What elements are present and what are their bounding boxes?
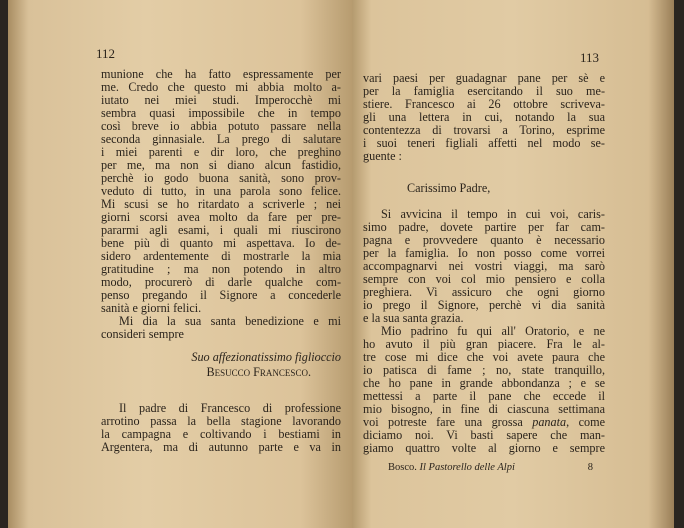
text-line: accompagnarvi nei vostri viaggi, ma sarò: [363, 259, 605, 273]
text-line: Il padre di Francesco di professione: [119, 401, 341, 415]
text-line: mio bisogno, in fine di ciascuna settimana: [363, 402, 605, 416]
text-line: modo, procurerò di darle qualche com-: [101, 275, 341, 289]
text-line: per la famiglia esercitando il suo me-: [363, 84, 605, 98]
text-line: gli una lettera in cui, notando la sua: [363, 110, 605, 124]
text-line: contentezza di trovarsi a Torino, esprime: [363, 123, 605, 137]
text-line: per la famiglia. Io non posso come vorrei: [363, 246, 605, 260]
footer-author: Bosco.: [388, 462, 417, 473]
text-line: gratitudine ; ma non potendo in altro: [101, 262, 341, 276]
text-line: me. Credo che questo mi abbia molto a-: [101, 80, 341, 94]
text-line: pagna e provvedere quanto è necessario: [363, 233, 605, 247]
text-line: io patisca di fame ; no, state tranquillo,: [363, 363, 605, 377]
text-line: arrotino passa la bella stagione lavorando: [101, 414, 341, 428]
text-line: seconda ginnasiale. La prego di salutare: [101, 132, 341, 146]
text-line: che ho pane in grande abbondanza ; e se: [363, 376, 605, 390]
page-number: 112: [96, 46, 116, 61]
text-line: guente :: [363, 149, 402, 163]
text-line: diciamo noi. Vi basti sapere che man-: [363, 428, 605, 442]
text-line: Mi dia la sua santa benedizione e mi: [119, 314, 341, 328]
paragraph-3: [363, 325, 605, 455]
salutation: Carissimo Padre,: [407, 181, 491, 195]
footer-book-title: Il Pastorello delle Alpi: [419, 462, 515, 473]
signature: Besucco Francesco.: [206, 365, 311, 379]
left-page: [8, 0, 352, 528]
paragraph-1: [101, 68, 341, 315]
text-line: e la sua santa grazia.: [363, 311, 464, 325]
text-line: per me, ma non si diano alcun fastidio,: [101, 158, 341, 172]
text-line: veduto di tutto, in una parola sono felice.: [101, 184, 341, 198]
paragraph-2: [101, 315, 341, 341]
text-line: Mi scusi se ho ritardato a scriverle ; nei: [101, 197, 341, 211]
footer: [363, 461, 605, 474]
closing: Suo affezionatissimo figlioccio: [191, 350, 341, 364]
text-line: mettessi a parte il pane che eccede il: [363, 389, 605, 403]
text-line: consideri sempre: [101, 327, 184, 341]
text-line: i miei parenti e dir loro, che preghino: [101, 145, 341, 159]
right-text-column: [363, 72, 605, 474]
text-line: Argentera, ma di autunno parte e va in: [101, 440, 341, 454]
text-line: vari paesi per guadagnar pane per sè e: [363, 71, 605, 85]
text-line: ho avuto il più gran piacere. Fra le al-: [363, 337, 605, 351]
text-line: Si avvicina il tempo in cui voi, caris-: [381, 207, 605, 221]
text-line: sanità e giorni felici.: [101, 301, 202, 315]
text-line: preghiera. Vi assicuro che ogni giorno: [363, 285, 605, 299]
page-number: 113: [580, 50, 600, 65]
text-line: Mio padrino fu qui all' Oratorio, e ne: [381, 324, 605, 338]
text-line: i suoi teneri figliali affetti nel modo se-: [363, 136, 605, 150]
text-line: la campagna e coltivando i bestiami in: [101, 427, 341, 441]
text-line: sidero ardentemente di mostrarle la mia: [101, 249, 341, 263]
paragraph-2: [363, 208, 605, 325]
text-line: munione che ha fatto espressamente per: [101, 67, 341, 81]
text-line: così breve io abbia potuto passare nella: [101, 119, 341, 133]
text-line: perchè io godo buona sanità, sono prov-: [101, 171, 341, 185]
left-text-column: [101, 68, 341, 454]
text-line: penso pregando il Signore a concederle: [101, 288, 341, 302]
text-line: giorni scorsi avea molto da fare per pre-: [101, 210, 341, 224]
text-line: sempre con voi col mio pensiero e colla: [363, 272, 605, 286]
text-line: pararmi agli esami, i quali mi riuscirono: [101, 223, 341, 237]
paragraph-3: [101, 402, 341, 454]
text-line: stiere. Francesco ai 26 ottobre scriveva-: [363, 97, 605, 111]
text-line: tre cose mi dice che voi avete paura che: [363, 350, 605, 364]
text-line: voi potreste fare una grossa panata, come: [363, 415, 605, 429]
italic-word: panata: [532, 415, 567, 429]
text-line: bene più di quanto mi aspettava. Io de-: [101, 236, 341, 250]
text-line: giamo quattro volte al giorno e sempre: [363, 441, 605, 455]
footer-title: [388, 461, 515, 474]
signature-mark: 8: [587, 462, 593, 473]
paragraph-1: [363, 72, 605, 163]
text-line: simo padre, dovete partire per far cam-: [363, 220, 605, 234]
text-line: io prego il Signore, perchè vi dia sanità: [363, 298, 605, 312]
text-line: iutato nei miei studi. Imperocchè mi: [101, 93, 341, 107]
text-line: sembra quasi impossibile che in tempo: [101, 106, 341, 120]
right-page: [352, 0, 674, 528]
